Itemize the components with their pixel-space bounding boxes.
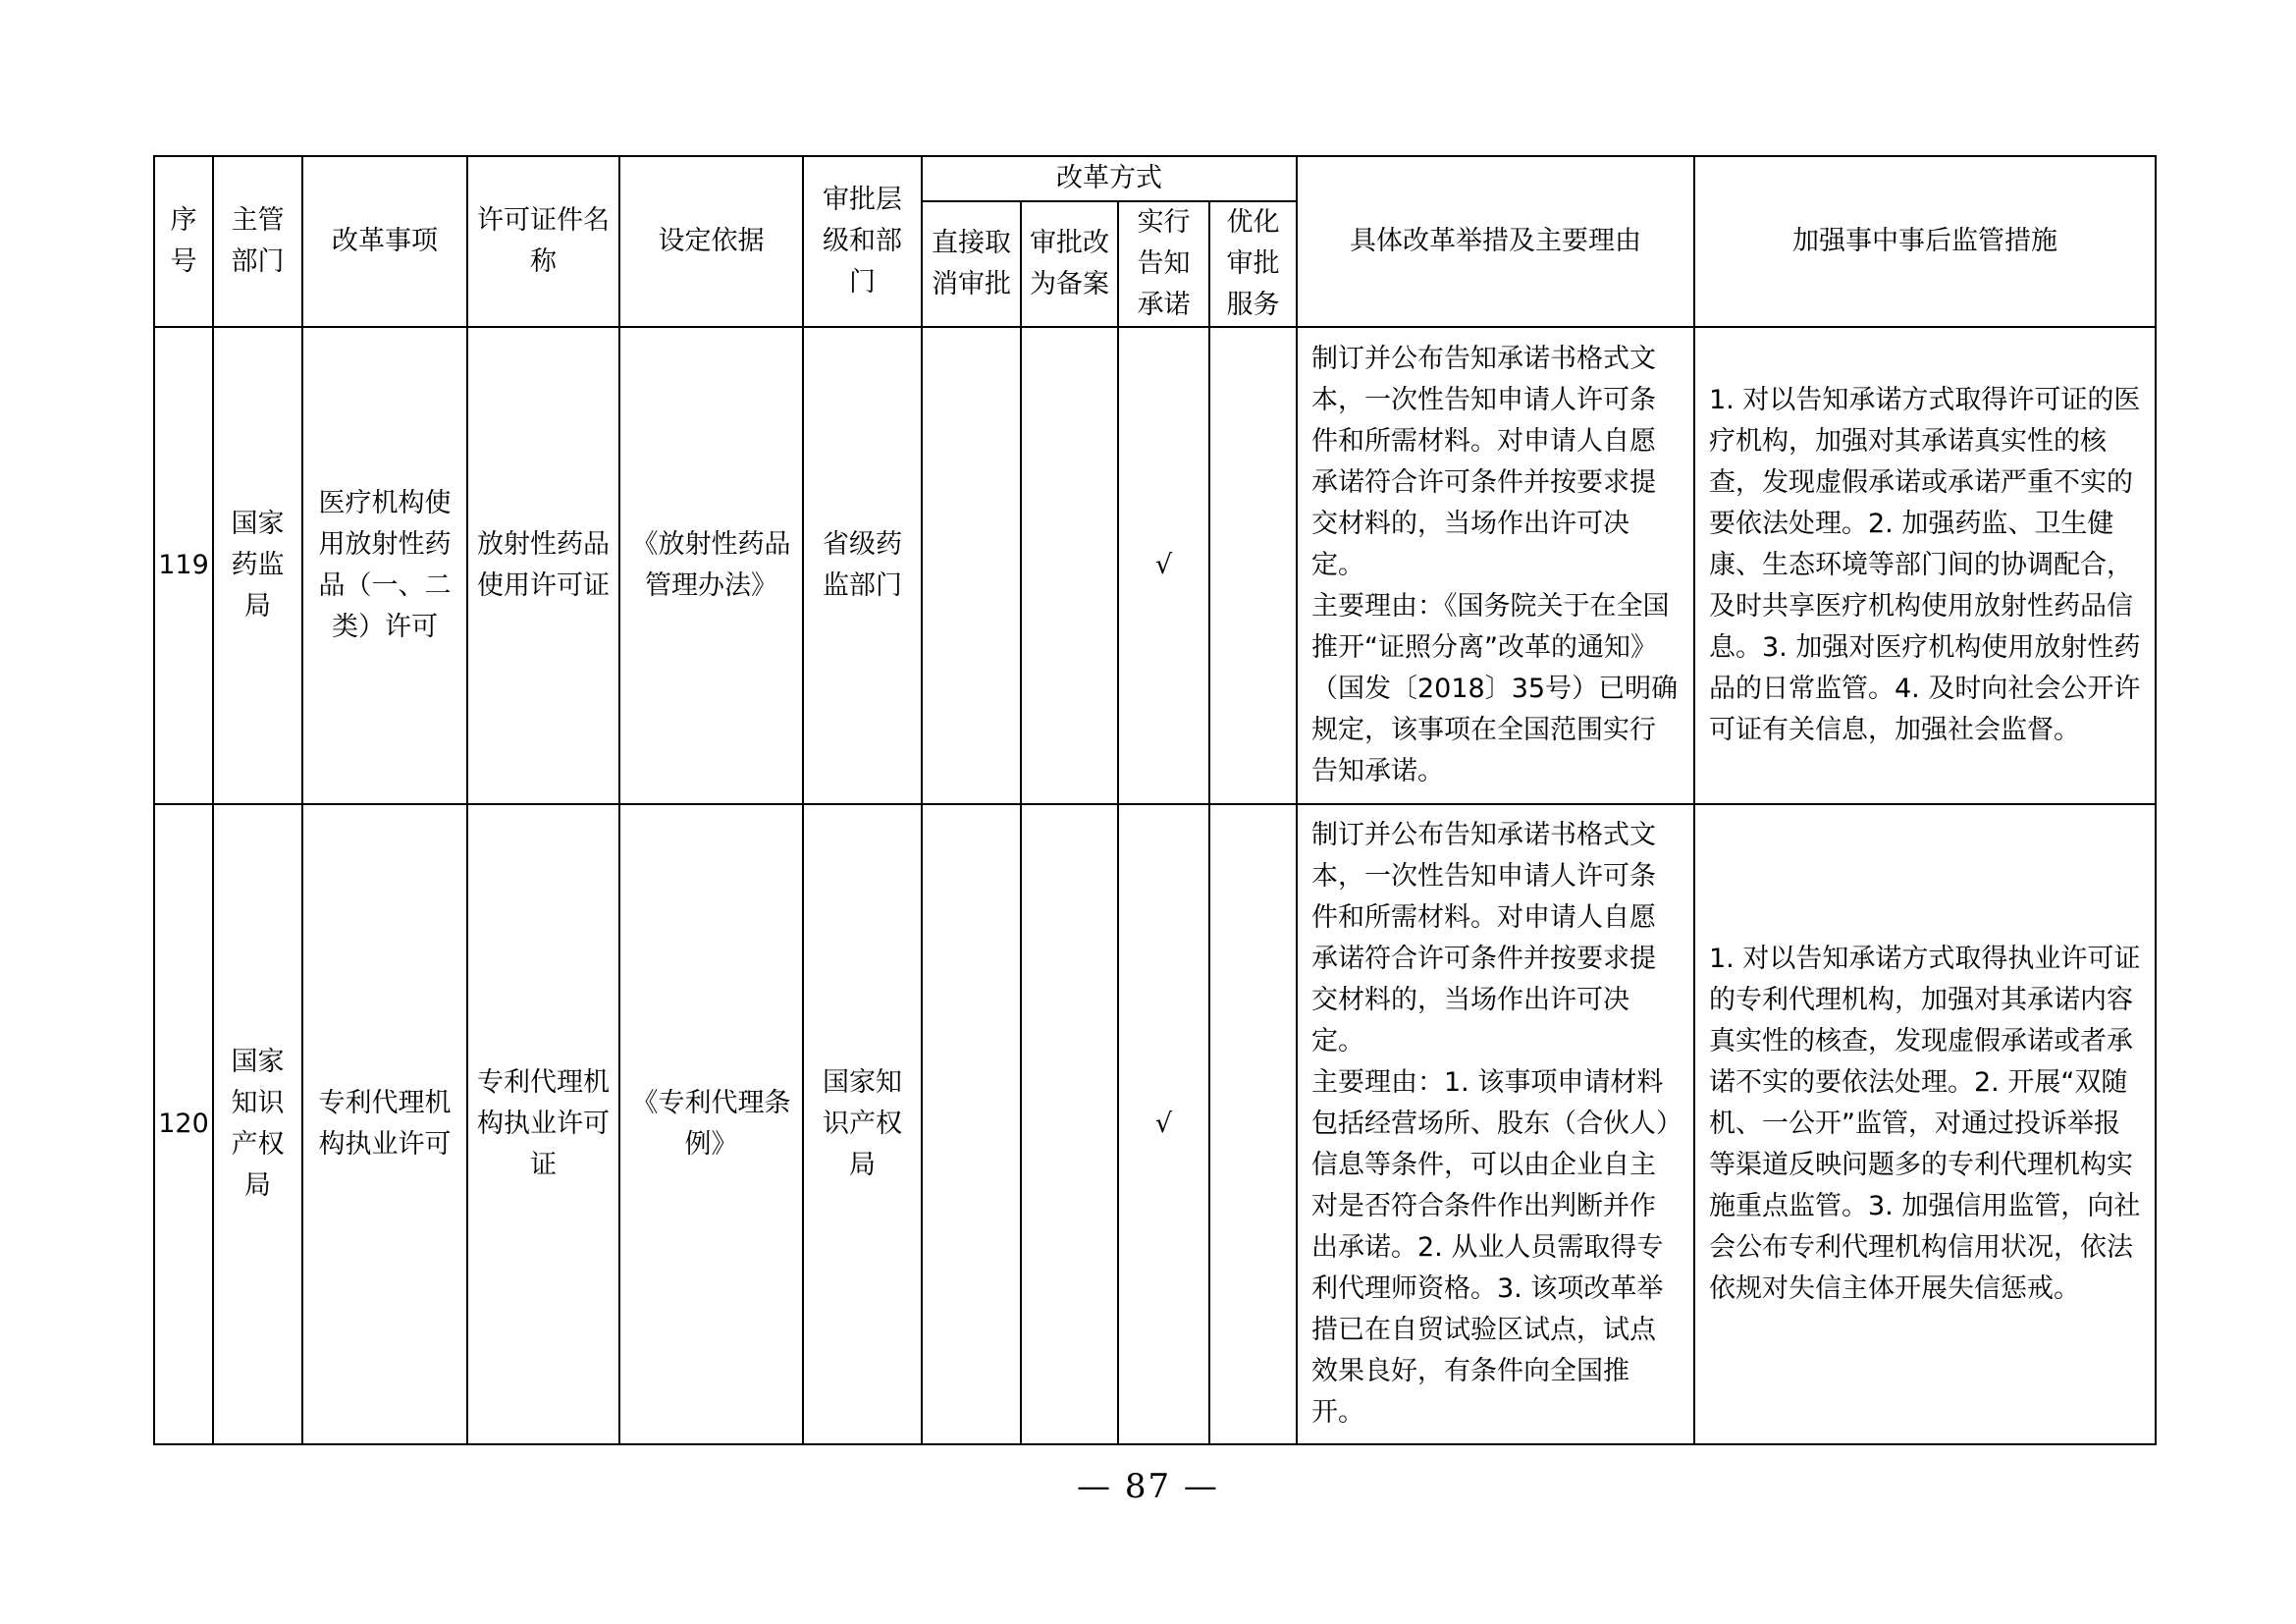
cell-measures [1297, 804, 1694, 1444]
cell-seq: 120 [154, 804, 213, 1444]
header-mode-optimize: 优化审批服务 [1209, 201, 1297, 327]
page-number: — 87 — [1077, 1467, 1219, 1506]
cell-mode-optimize [1209, 327, 1297, 804]
header-seq: 序号 [154, 156, 213, 327]
reform-table [153, 155, 2157, 1445]
reason-text: 主要理由：1. 该事项申请材料包括经营场所、股东（合伙人）信息等条件，可以由企业自主对是否符合条件作出判断并作出承诺。2. 从业人员需取得专利代理师资格。3. 该项改革举措已在自贸试验区试点，试点效果良好，有条件向全国推开。 [1311, 1067, 1670, 1428]
cell-mode-cancel [922, 804, 1021, 1444]
reason-text: 主要理由：《国务院关于在全国推开“证照分离”改革的通知》（国发〔2018〕35号）已明确规定，该事项在全国范围实行告知承诺。 [1311, 591, 1679, 786]
cell-item: 专利代理机构执业许可 [302, 804, 467, 1444]
cell-dept: 国家药监局 [213, 327, 302, 804]
cell-mode-cancel [922, 327, 1021, 804]
header-item: 改革事项 [302, 156, 467, 327]
cell-mode-commit-check: √ [1118, 327, 1209, 804]
header-license: 许可证件名称 [467, 156, 619, 327]
measures-text: 制订并公布告知承诺书格式文本，一次性告知申请人许可条件和所需材料。对申请人自愿承诺符合许可条件并按要求提交材料的，当场作出许可决定。 [1311, 820, 1656, 1056]
header-row [154, 156, 2156, 201]
cell-dept: 国家知识产权局 [213, 804, 302, 1444]
header-mode-commit: 实行告知承诺 [1118, 201, 1209, 327]
header-mode-cancel: 直接取消审批 [922, 201, 1021, 327]
measures-text: 制订并公布告知承诺书格式文本，一次性告知申请人许可条件和所需材料。对申请人自愿承诺符合许可条件并按要求提交材料的，当场作出许可决定。 [1311, 344, 1656, 580]
header-basis: 设定依据 [619, 156, 803, 327]
table-row [154, 327, 2156, 804]
cell-license: 放射性药品使用许可证 [467, 327, 619, 804]
cell-supervision [1694, 804, 2156, 1444]
header-measures: 具体改革举措及主要理由 [1297, 156, 1694, 327]
cell-basis: 《放射性药品管理办法》 [619, 327, 803, 804]
cell-mode-record [1021, 327, 1118, 804]
cell-mode-optimize [1209, 804, 1297, 1444]
cell-mode-commit-check: √ [1118, 804, 1209, 1444]
cell-measures [1297, 327, 1694, 804]
cell-mode-record [1021, 804, 1118, 1444]
supervision-text: 1. 对以告知承诺方式取得执业许可证的专利代理机构，加强对其承诺内容真实性的核查，发现虚假承诺或者承诺不实的要依法处理。2. 开展“双随机、一公开”监管，对通过投诉举报等渠道反映问题多的专利代理机构实施重点监管。3. 加强信用监管，向社会公布专利代理机构信用状况，依法依规对失信主体开展失信惩戒。 [1709, 944, 2141, 1304]
header-mode-record: 审批改为备案 [1021, 201, 1118, 327]
header-reform-mode: 改革方式 [922, 156, 1297, 201]
cell-level: 国家知识产权局 [803, 804, 922, 1444]
table-row [154, 804, 2156, 1444]
cell-seq: 119 [154, 327, 213, 804]
cell-license: 专利代理机构执业许可证 [467, 804, 619, 1444]
cell-supervision [1694, 327, 2156, 804]
supervision-text: 1. 对以告知承诺方式取得许可证的医疗机构，加强对其承诺真实性的核查，发现虚假承诺或承诺严重不实的要依法处理。2. 加强药监、卫生健康、生态环境等部门间的协调配合，及时共享医疗机构使用放射性药品信息。3. 加强对医疗机构使用放射性药品的日常监管。4. 及时向社会公开许可证有关信息，加强社会监督。 [1709, 385, 2141, 745]
cell-level: 省级药监部门 [803, 327, 922, 804]
cell-basis: 《专利代理条例》 [619, 804, 803, 1444]
header-supervision: 加强事中事后监管措施 [1694, 156, 2156, 327]
header-dept: 主管部门 [213, 156, 302, 327]
header-level: 审批层级和部门 [803, 156, 922, 327]
cell-item: 医疗机构使用放射性药品（一、二类）许可 [302, 327, 467, 804]
